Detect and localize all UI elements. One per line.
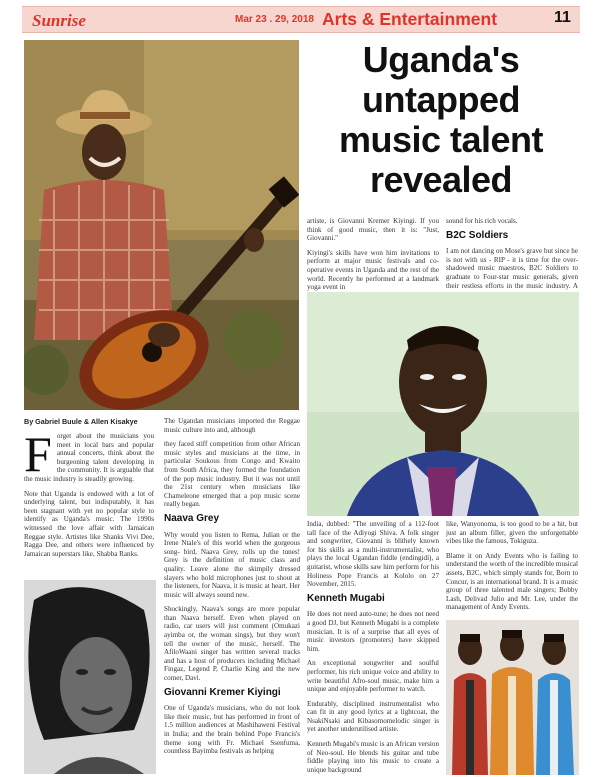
drop-cap: F <box>24 426 52 482</box>
paragraph: He does not need auto-tune; he does not need a good DJ, but Kenneth Mugabi is a complete musician. It is of a surprise that all eyes of music investors (promoters) have skipped him. <box>307 610 439 653</box>
paragraph: Kiyingi's skills have won him invitations to perform at major music festivals and co-operative events in Uganda and the rest of the world. Recently he performed at a landmark yoga event in <box>307 248 439 292</box>
column-3-top <box>307 217 439 298</box>
paragraph: they faced stiff competition from other African music styles and musicians at the time, in particular Soukous from Congo and Kwaito from South Africa, they formed the foundation of the pop music industry. But it was not until the 21st century when musicians like Chameleone emerged that a pop music scene really began. <box>164 440 300 509</box>
page-header <box>22 6 580 33</box>
intro-paragraph <box>24 426 154 484</box>
column-1 <box>24 426 154 564</box>
paragraph: like, Wanyonoma, is too good to be a hit, but just an album filler, given the unforgettable vibes like the famous, Tokiguza. <box>446 520 578 546</box>
paragraph: Why would you listen to Rema, Julian or the Irene Ntale's of this world when the gorgeous song- bird, Naava Grey, rolls up the tunes! Grey is the definition of music class and quality. Leave alone the skimpily dressed slayers who hold microphones just to shout at the listeners, for Naava, it is music at heart. Her music will always sound new. <box>164 530 300 599</box>
paragraph: I am not dancing on Mose's grave but since he is not with us - RIP - it is time for the over-shadowed music maestros, B2C Soldiers to graduate to Four-star music generals, given their restless efforts in the music industry. A <box>446 247 578 290</box>
paragraph: Kenneth Mugabi's music is an African version of Neo-soul. He blends his guitar and tube fiddle playing into his music to create a unique background <box>307 740 439 774</box>
subheading-b2c-soldiers: B2C Soldiers <box>446 229 509 241</box>
paragraph: Note that Uganda is endowed with a lot of underlying talent, but indisputably, it has been stagnant with yet no popular style to identify as Uganda's music. The 1990s witnessed the love affair with Jamaican Reggae style. Artistes like Shanks Vivi Dee, Ragga Dee, and others were influenced by Jamaican superstars like, Shabba Ranks. <box>24 489 154 558</box>
photo-naava-grey <box>24 580 156 774</box>
column-4-bottom <box>446 520 578 618</box>
headline-line-4: revealed <box>369 159 513 200</box>
intro-text: orget about the musicians you meet in local bars and popular annual concerts, think about the burgeoning talent developing in the community. It is arguable that the music industry is steadily growing. <box>24 432 154 483</box>
paragraph: The Ugandan musicians imported the Reggae music culture into and, although <box>164 417 300 434</box>
paragraph: Blame it on Andy Events who is failing to understand the worth of the incredible musical assets, B2C, which simply stands for, Born to Concur, is an international brand. It is a music group of three talented male singers; Bobby Lash, Delivad Julio and Mr. Lee, under the management of Andy Events. <box>446 551 578 612</box>
headline-line-2: untapped <box>362 79 520 120</box>
headline-line-3: music talent <box>338 119 544 160</box>
paragraph: Endurably, disciplined instrumentalist who can fit in any good lyrics at a lightcoat, the NsakiNsaki and Kibasomomelodic singer is yet another underutilised artiste. <box>307 699 439 734</box>
paragraph: India, dubbed: "The unveiling of a 112-foot tall face of the Adiyogi Shiva. A folk singer and songwriter, Giovanni is blithely known for his skills as a multi-instrumentalist, who plays the local Ugandan fiddle (endingidi), a guitarist, whose skills saw him perform for his Holiness Pope Francis at Kololo on 27 November, 2015. <box>307 520 440 589</box>
section-title: Arts & Entertainment <box>322 9 498 29</box>
photo-giovanni <box>307 292 579 516</box>
paragraph: sound for his rich vocals. <box>446 217 518 225</box>
paragraph: One of Uganda's musicians, who do not look like their music, but has performed in front of 1.5 million audiences at Mashihaweni Festival in India; and the brain behind Pope Francis's theme song with Fr. Michael Ssenfuma, countless Bayimba festivals as helping <box>164 704 300 756</box>
paragraph: Shockingly, Naava's songs are more popular than Naava herself. Even when played on radio, car users will just comment (Omukazi ayimba or, the woman sings), but they won't tell the owner of the music, herself. The AfiloWaani singer has written several tracks and has a host of producers including Michael Fingaz, Legend P, Charlie King and the new comer, Davi. <box>164 605 300 683</box>
page-number: 11 <box>554 9 571 26</box>
paragraph: artiste, is Giovanni Kremer Kiyingi. If you think of good music, then it is: "Just, Giovanni." <box>307 217 439 243</box>
byline: By Gabriel Buule & Allen Kisakye <box>24 417 138 426</box>
photo-guitarist <box>24 40 299 410</box>
headline-line-1: Uganda's <box>362 39 520 80</box>
article-headline <box>302 40 580 200</box>
subheading-giovanni: Giovanni Kremer Kiyingi <box>164 686 281 698</box>
subheading-kenneth-mugabi: Kenneth Mugabi <box>307 592 385 604</box>
issue-date: Mar 23 . 29, 2018 <box>235 14 314 25</box>
subheading-naava-grey: Naava Grey <box>164 512 220 524</box>
column-2 <box>164 417 300 762</box>
paragraph: An exceptional songwriter and soulful performer, his rich unique voice and ability to write beautiful Afro-soul music, make him a unique and enjoyable performer to watch. <box>307 659 439 694</box>
column-3-bottom <box>307 520 439 777</box>
photo-b2c-soldiers <box>446 620 579 775</box>
publication-name: Sunrise <box>32 11 86 30</box>
